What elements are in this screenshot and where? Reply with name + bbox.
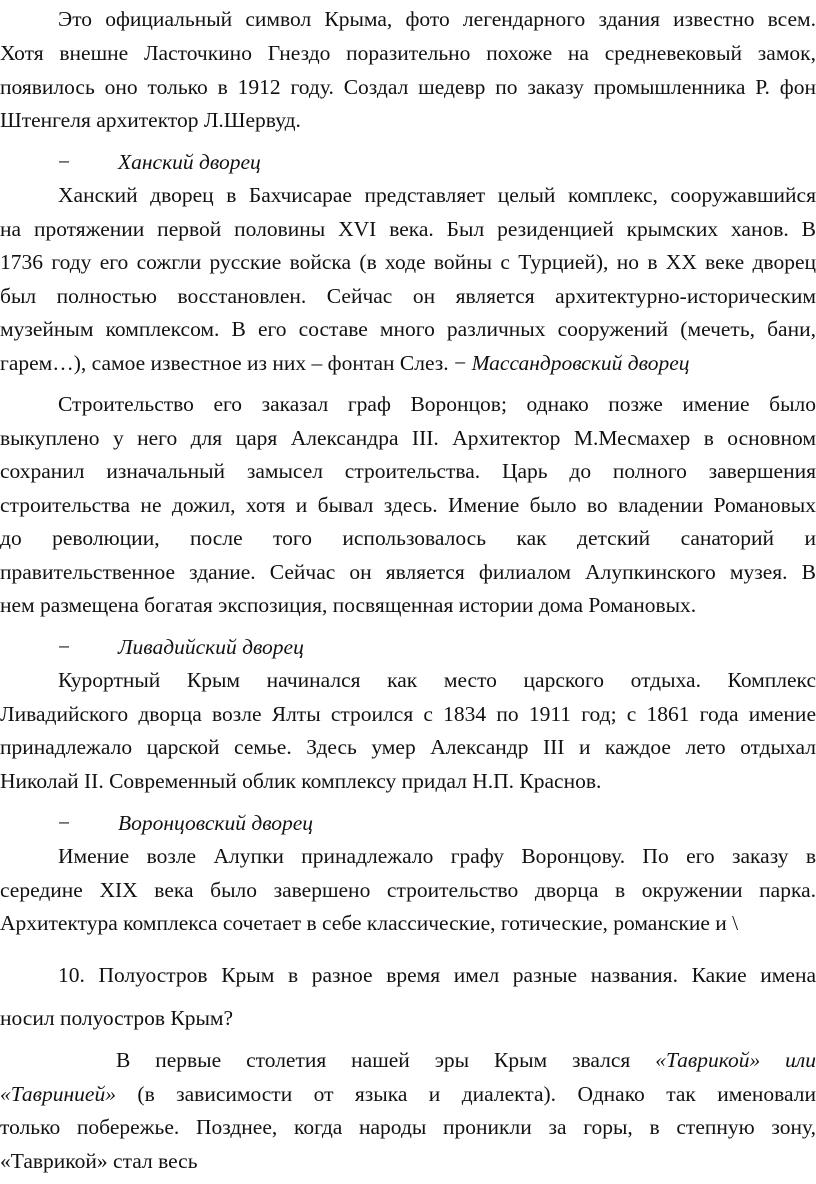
paragraph-line: до революции, после того использовалось как детский санаторий и [0, 526, 816, 550]
paragraph-line: Имение возле Алупки принадлежало графу Воронцову. По его заказу в [58, 844, 816, 868]
question-line: носил полуостров Крым? [0, 1006, 234, 1030]
answer-italic: «Тавринией» [0, 1082, 116, 1106]
paragraph-line: принадлежало царской семье. Здесь умер Александр III и каждое лето отдыхал [0, 735, 816, 759]
paragraph-line: 1736 году его сожгли русские войска (в ходе войны с Турцией), но в XX веке дворец [0, 250, 816, 274]
paragraph-line: был полностью восстановлен. Сейчас он является архитектурно-историческим [0, 284, 816, 308]
section-heading-massandra-palace: Массандровский дворец [471, 351, 690, 375]
paragraph-line: Николай II. Современный облик комплексу придал Н.П. Краснов. [0, 769, 602, 793]
paragraph-line: нем размещена богатая экспозиция, посвященная истории дома Романовых. [0, 593, 697, 617]
section-heading-khan-palace: Ханский дворец [118, 150, 261, 174]
answer-line [116, 1043, 816, 1077]
paragraph-line: музейным комплексом. В его составе много различных сооружений (мечеть, бани, [0, 317, 816, 341]
list-dash: − [454, 351, 467, 375]
paragraph-line: Строительство его заказал граф Воронцов; однако позже имение было [58, 392, 816, 416]
paragraph-line: выкуплено у него для царя Александра III. Архитектор М.Месмахер в основном [0, 426, 816, 450]
section-heading-livadia-palace: Ливадийский дворец [118, 635, 304, 659]
paragraph-line: строительства не дожил, хотя и бывал здесь. Имение было во владении Романовых [0, 493, 816, 517]
question-line: 10. Полуостров Крым в разное время имел разные названия. Какие имена [58, 963, 816, 987]
answer-line: «Таврикой» стал весь [0, 1149, 198, 1173]
answer-italic: «Таврикой» или [655, 1048, 816, 1072]
paragraph-line: на протяжении первой половины XVI века. Был резиденцией крымских ханов. В [0, 217, 816, 241]
answer-text: (в зависимости от языка и диалекта). Однако так именовали [137, 1082, 816, 1106]
answer-text: В первые столетия нашей эры Крым звался [116, 1048, 631, 1072]
paragraph-line: Курортный Крым начинался как место царского отдыха. Комплекс [58, 668, 816, 692]
paragraph-text: гарем…), самое известное из них – фонтан Слез. [0, 351, 449, 375]
paragraph-line: Это официальный символ Крыма, фото легендарного здания известно всем. [58, 7, 816, 31]
paragraph-line: сохранил изначальный замысел строительства. Царь до полного завершения [0, 459, 816, 483]
paragraph-line: Штенгеля архитектор Л.Шервуд. [0, 108, 301, 132]
paragraph-line: Архитектура комплекса сочетает в себе классические, готические, романские и \ [0, 911, 739, 935]
section-heading-vorontsov-palace: Воронцовский дворец [118, 811, 314, 835]
paragraph-line: появилось оно только в 1912 году. Создал шедевр по заказу промышленника Р. фон [0, 75, 816, 99]
paragraph-line: Ханский дворец в Бахчисарае представляет целый комплекс, сооружавшийся [58, 183, 816, 207]
list-dash: − [58, 635, 71, 659]
answer-line: только побережье. Позднее, когда народы проникли за горы, в степную зону, [0, 1115, 816, 1139]
answer-line [0, 1077, 816, 1111]
paragraph-line: середине XIX века было завершено строительство дворца в окружении парка. [0, 878, 816, 902]
paragraph-line: Хотя внешне Ласточкино Гнездо поразительно похоже на средневековый замок, [0, 41, 816, 65]
list-dash: − [58, 811, 71, 835]
paragraph-line [0, 346, 816, 380]
list-dash: − [58, 150, 71, 174]
paragraph-line: Ливадийского дворца возле Ялты строился с 1834 по 1911 год; с 1861 года имение [0, 702, 816, 726]
paragraph-line: правительственное здание. Сейчас он является филиалом Алупкинского музея. В [0, 560, 816, 584]
